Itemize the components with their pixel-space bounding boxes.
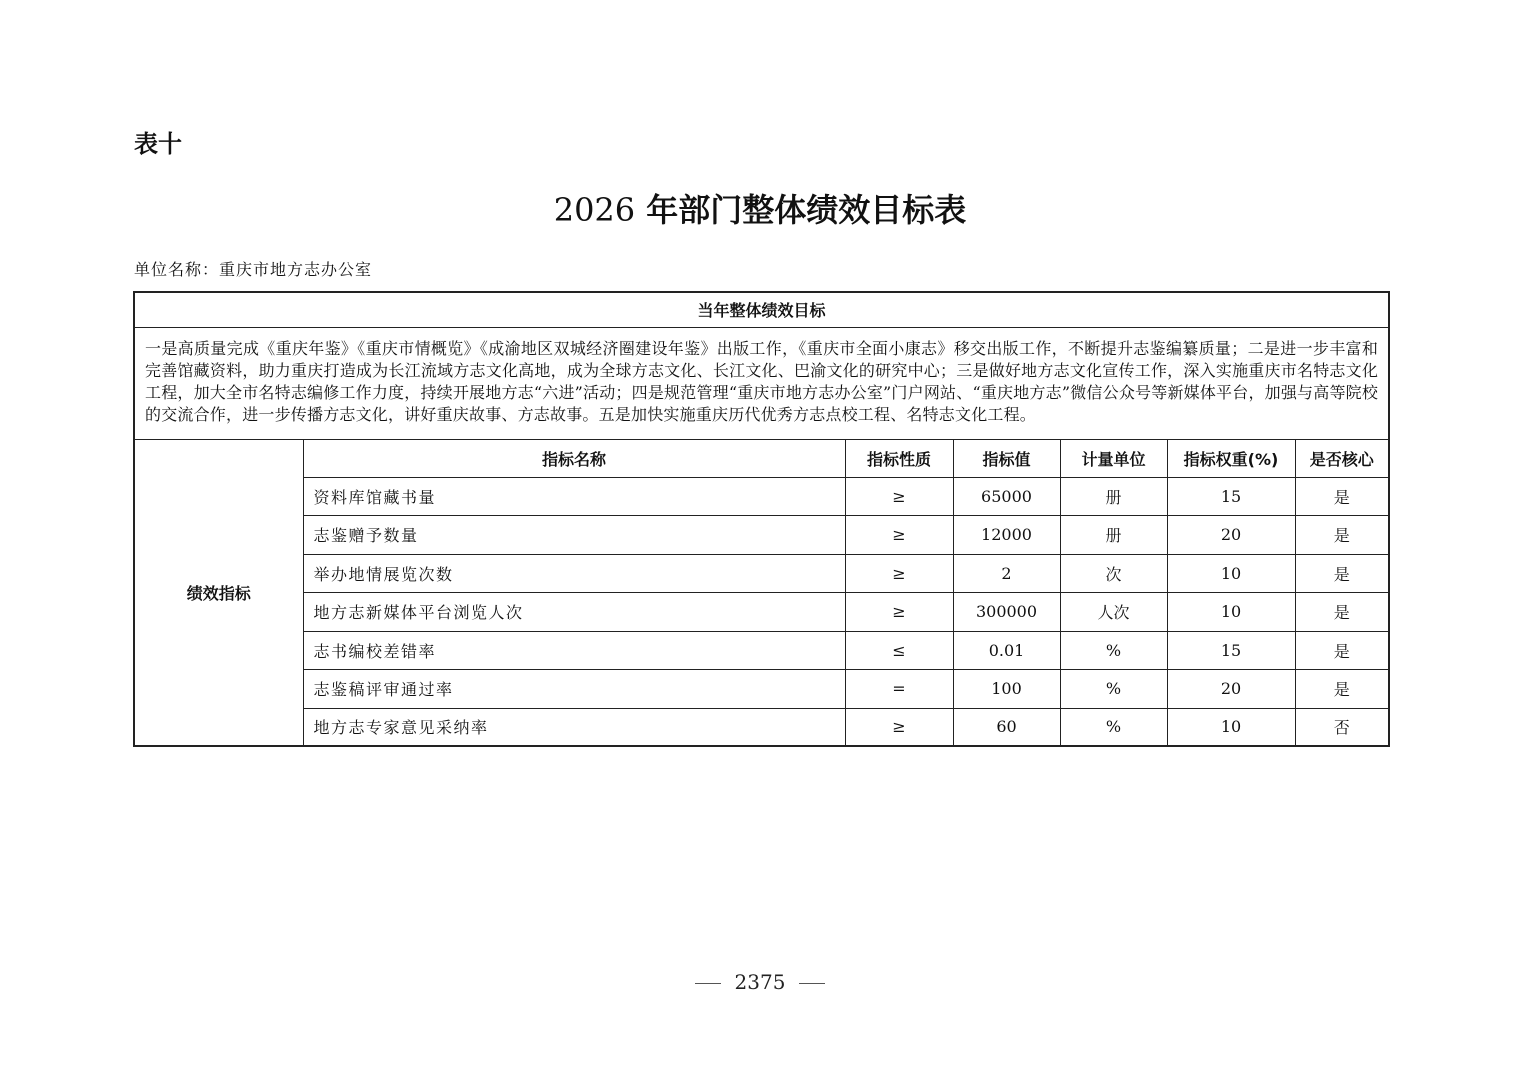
indicator-name: 志书编校差错率: [303, 631, 845, 669]
column-header-core: 是否核心: [1295, 439, 1389, 477]
column-header-unit: 计量单位: [1060, 439, 1167, 477]
indicator-nature: =: [845, 669, 953, 708]
column-header-weight: 指标权重(%): [1167, 439, 1295, 477]
goals-text: 一是高质量完成《重庆年鉴》《重庆市情概览》《成渝地区双城经济圈建设年鉴》出版工作，《重庆市全面小康志》移交出版工作，不断提升志鉴编纂质量；二是进一步丰富和完善馆藏资料，助力重庆打造成为长江流域方志文化高地，成为全球方志文化、长江文化、巴渝文化的研究中心；三是做好地方志文化宣传工作，深入实施重庆市名特志文化工程，加大全市名特志编修工作力度，持续开展地方志“六进”活动；四是规范管理“重庆市地方志办公室”门户网站、“重庆地方志”微信公众号等新媒体平台，加强与高等院校的交流合作，进一步传播方志文化，讲好重庆故事、方志故事。五是加快实施重庆历代优秀方志点校工程、名特志文化工程。: [134, 327, 1389, 439]
table-row: [134, 477, 1389, 515]
column-header-value: 指标值: [953, 439, 1060, 477]
indicator-core: 是: [1295, 515, 1389, 554]
indicator-value: 12000: [953, 515, 1060, 554]
table-row: [134, 708, 1389, 746]
indicator-weight: 15: [1167, 477, 1295, 515]
indicator-unit: %: [1060, 669, 1167, 708]
table-row: [134, 669, 1389, 708]
goals-text-row: [134, 327, 1389, 439]
performance-table: [133, 291, 1390, 747]
indicator-nature: ≤: [845, 631, 953, 669]
indicator-unit: 人次: [1060, 592, 1167, 631]
indicator-name: 志鉴赠予数量: [303, 515, 845, 554]
indicator-core: 是: [1295, 477, 1389, 515]
table-row: [134, 631, 1389, 669]
table-row: [134, 554, 1389, 592]
indicator-name: 资料库馆藏书量: [303, 477, 845, 515]
indicator-name: 举办地情展览次数: [303, 554, 845, 592]
indicator-weight: 20: [1167, 669, 1295, 708]
goals-header-row: [134, 292, 1389, 327]
indicator-value: 100: [953, 669, 1060, 708]
page-title: [0, 188, 1520, 232]
table-row: [134, 592, 1389, 631]
indicator-weight: 20: [1167, 515, 1295, 554]
indicator-nature: ≥: [845, 515, 953, 554]
indicator-weight: 10: [1167, 592, 1295, 631]
indicator-unit: 册: [1060, 477, 1167, 515]
indicator-value: 0.01: [953, 631, 1060, 669]
indicator-nature: ≥: [845, 554, 953, 592]
indicator-name: 志鉴稿评审通过率: [303, 669, 845, 708]
indicator-weight: 15: [1167, 631, 1295, 669]
goals-header: 当年整体绩效目标: [134, 292, 1389, 327]
page-footer: [0, 968, 1520, 996]
indicator-unit: 册: [1060, 515, 1167, 554]
column-header-name: 指标名称: [303, 439, 845, 477]
indicator-unit: %: [1060, 631, 1167, 669]
footer-dash-right: [799, 983, 825, 984]
indicators-section-label: 绩效指标: [134, 439, 303, 746]
column-header-nature: 指标性质: [845, 439, 953, 477]
indicator-name: 地方志专家意见采纳率: [303, 708, 845, 746]
indicator-core: 是: [1295, 669, 1389, 708]
unit-name-line: 单位名称：重庆市地方志办公室: [134, 260, 373, 279]
indicator-value: 65000: [953, 477, 1060, 515]
indicator-name: 地方志新媒体平台浏览人次: [303, 592, 845, 631]
indicator-weight: 10: [1167, 708, 1295, 746]
indicator-header-row: [134, 439, 1389, 477]
page-number: 2375: [734, 970, 786, 994]
indicator-core: 是: [1295, 554, 1389, 592]
indicator-nature: ≥: [845, 708, 953, 746]
indicator-value: 60: [953, 708, 1060, 746]
footer-dash-left: [695, 983, 721, 984]
indicator-unit: 次: [1060, 554, 1167, 592]
indicator-value: 2: [953, 554, 1060, 592]
table-label: 表十: [134, 130, 182, 158]
title-text: 年部门整体绩效目标表: [635, 191, 967, 229]
table-row: [134, 515, 1389, 554]
indicator-value: 300000: [953, 592, 1060, 631]
indicator-core: 否: [1295, 708, 1389, 746]
indicator-core: 是: [1295, 631, 1389, 669]
indicator-nature: ≥: [845, 477, 953, 515]
indicator-nature: ≥: [845, 592, 953, 631]
indicator-weight: 10: [1167, 554, 1295, 592]
indicator-unit: %: [1060, 708, 1167, 746]
title-year: 2026: [553, 191, 636, 229]
indicator-core: 是: [1295, 592, 1389, 631]
